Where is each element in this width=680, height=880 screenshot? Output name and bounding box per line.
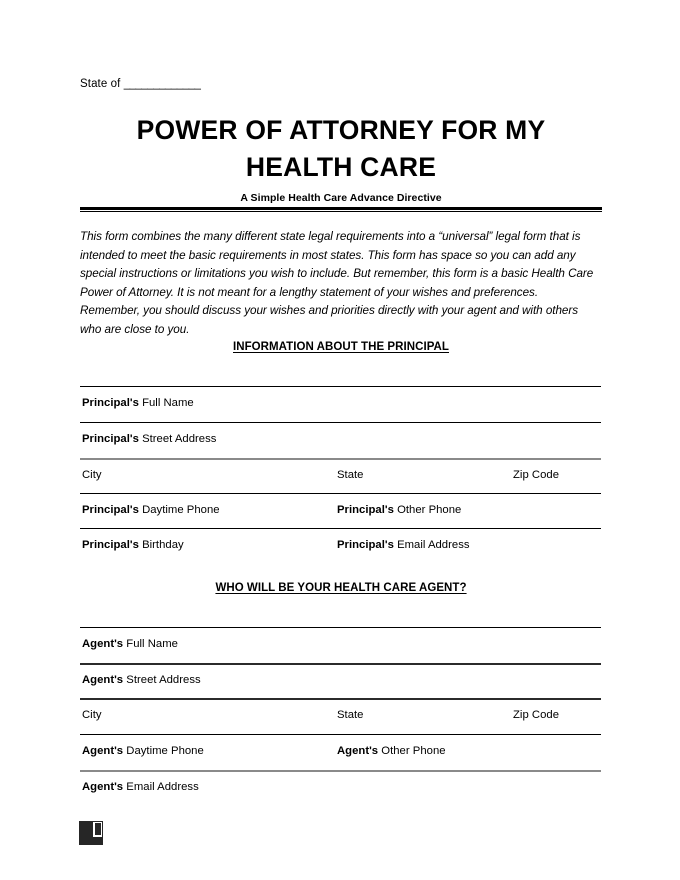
field-underline — [80, 386, 601, 387]
field-label-zip-code: Zip Code — [513, 709, 559, 721]
field-row — [80, 663, 601, 697]
field-label-principals-street-address: Principal's Street Address — [82, 433, 217, 445]
field-row — [80, 528, 601, 562]
intro-paragraph: This form combines the many different state legal requirements into a “universal” legal form that is intended to meet the basic requirements in most states. This form has space so you can add any special instructions or limitations you wish to include. But remember, this form is a basic Health Care Power of Attorney. It is not meant for a lengthy statement of your wishes and preferences. Remember, you should discuss your wishes and priorities directly with your agent and with others who are close to you. — [80, 230, 594, 336]
legal-templates-logo-icon — [79, 821, 103, 845]
field-label-prefix: Principal's — [82, 539, 139, 551]
field-label-state: State — [337, 709, 364, 721]
title-block — [80, 112, 602, 204]
field-label-principals-birthday: Principal's Birthday — [82, 539, 184, 551]
field-label-agents-email-address: Agent's Email Address — [82, 781, 199, 793]
field-underline — [80, 422, 601, 423]
field-underline — [80, 698, 601, 700]
field-label-city: City — [82, 469, 102, 481]
field-label-prefix: Agent's — [337, 745, 379, 757]
state-of-line — [80, 78, 200, 90]
field-row — [80, 458, 601, 492]
field-label-city: City — [82, 709, 102, 721]
state-of-blank: _____________ — [123, 78, 201, 90]
divider-thin-bar — [80, 211, 602, 212]
logo-notch-inner — [95, 823, 101, 835]
field-row — [80, 493, 601, 527]
field-label-prefix: Agent's — [82, 674, 124, 686]
document-subtitle: A Simple Health Care Advance Directive — [240, 192, 442, 204]
field-label-principals-daytime-phone: Principal's Daytime Phone — [82, 504, 220, 516]
field-label-agents-street-address: Agent's Street Address — [82, 674, 201, 686]
field-label-agents-daytime-phone: Agent's Daytime Phone — [82, 745, 204, 757]
title-divider — [80, 207, 602, 212]
field-label-prefix: Principal's — [82, 433, 139, 445]
field-underline — [80, 627, 601, 628]
field-row — [80, 734, 601, 768]
field-underline — [80, 734, 601, 735]
field-underline — [80, 458, 601, 460]
field-label-principals-full-name: Principal's Full Name — [82, 397, 194, 409]
field-label-principals-email-address: Principal's Email Address — [337, 539, 470, 551]
field-row — [80, 422, 601, 456]
field-row — [80, 698, 601, 732]
field-label-state: State — [337, 469, 364, 481]
field-underline — [80, 770, 601, 772]
field-label-prefix: Principal's — [337, 539, 394, 551]
section-heading-agent-text: WHO WILL BE YOUR HEALTH CARE AGENT? — [215, 582, 467, 594]
field-row — [80, 386, 601, 420]
field-underline — [80, 528, 601, 529]
field-label-principals-other-phone: Principal's Other Phone — [337, 504, 462, 516]
field-row — [80, 627, 601, 661]
field-label-prefix: Agent's — [82, 745, 124, 757]
field-label-prefix: Principal's — [337, 504, 394, 516]
section-heading-agent — [80, 582, 602, 594]
field-underline — [80, 663, 601, 665]
state-of-label: State of — [80, 78, 124, 90]
section-heading-principal — [80, 341, 602, 353]
field-label-zip-code: Zip Code — [513, 469, 559, 481]
field-label-agents-full-name: Agent's Full Name — [82, 638, 178, 650]
field-label-prefix: Principal's — [82, 397, 139, 409]
field-label-agents-other-phone: Agent's Other Phone — [337, 745, 446, 757]
field-label-prefix: Principal's — [82, 504, 139, 516]
field-label-prefix: Agent's — [82, 638, 124, 650]
field-underline — [80, 493, 601, 494]
section-heading-principal-text: INFORMATION ABOUT THE PRINCIPAL — [233, 341, 449, 353]
field-label-prefix: Agent's — [82, 781, 124, 793]
field-row — [80, 770, 601, 804]
document-title: POWER OF ATTORNEY FOR MY HEALTH CARE — [136, 115, 546, 182]
